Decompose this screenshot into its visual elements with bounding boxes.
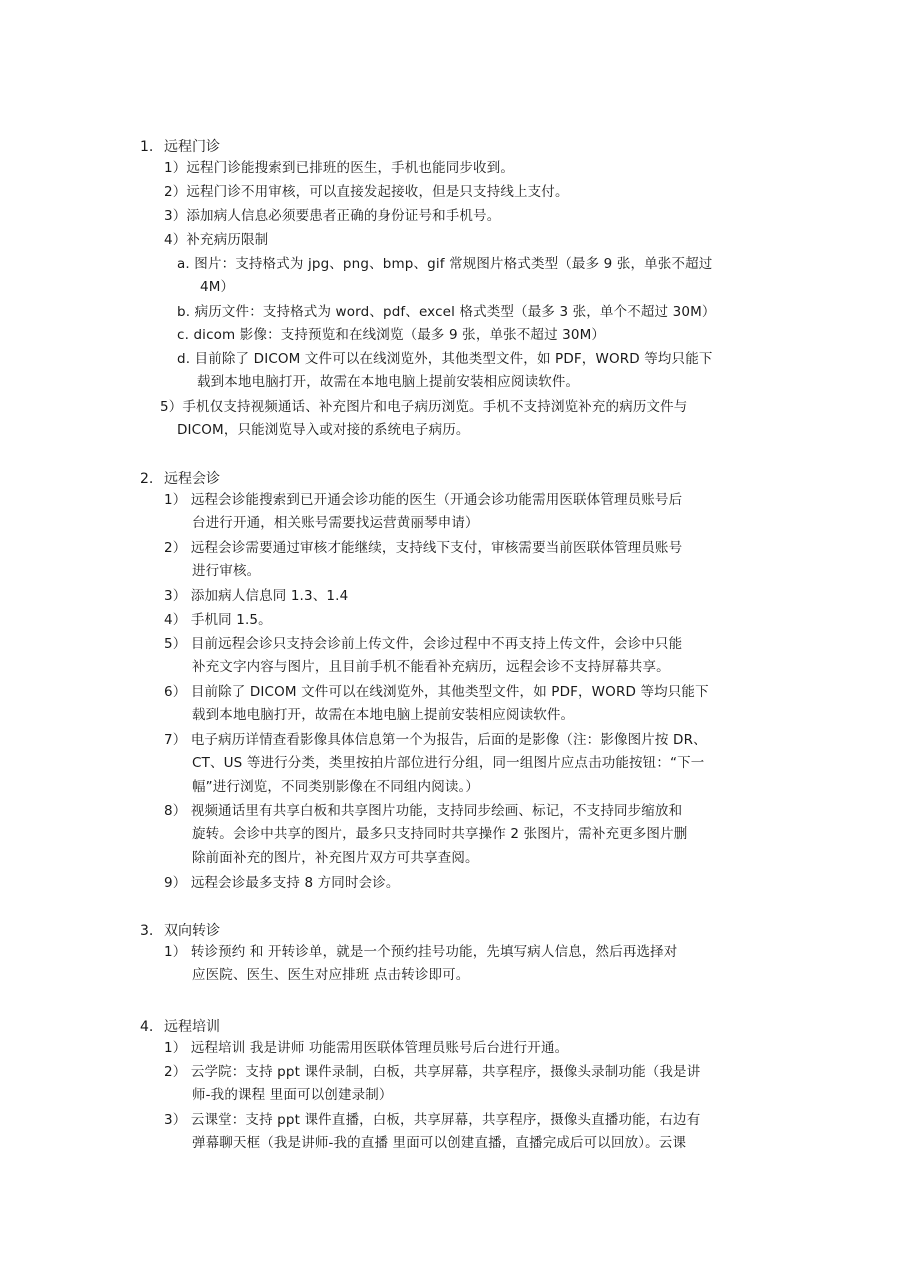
paragraph-line: c. dicom 影像：支持预览和在线浏览（最多 9 张，单张不超过 30M） xyxy=(177,327,606,343)
paragraph-line: 台进行开通，相关账号需要找运营黄丽琴申请） xyxy=(192,515,479,531)
paragraph-line: CT、US 等进行分类，类里按拍片部位进行分组，同一组图片应点击功能按钮：“下一 xyxy=(192,755,705,771)
paragraph-line: 9） 远程会诊最多支持 8 方同时会诊。 xyxy=(164,875,400,891)
paragraph-line: 幅”进行浏览，不同类别影像在不同组内阅读。） xyxy=(192,779,480,795)
paragraph-line: 2） 云学院：支持 ppt 课件录制，白板，共享屏幕，共享程序，摄像头录制功能（我是讲 xyxy=(164,1064,701,1080)
paragraph-line: a. 图片：支持格式为 jpg、png、bmp、gif 常规图片格式类型（最多 9 张，单张不超过 xyxy=(177,256,713,272)
paragraph-line: 旋转。会诊中共享的图片，最多只支持同时共享操作 2 张图片，需补充更多图片删 xyxy=(192,826,688,842)
paragraph-line: 应医院、医生、医生对应排班 点击转诊即可。 xyxy=(192,967,470,983)
paragraph-line: 1） 转诊预约 和 开转诊单，就是一个预约挂号功能，先填写病人信息，然后再选择对 xyxy=(164,944,678,960)
section-title: 远程门诊 xyxy=(164,139,220,155)
paragraph-line: 2）远程门诊不用审核，可以直接发起接收，但是只支持线上支付。 xyxy=(164,184,569,200)
paragraph-line: 4） 手机同 1.5。 xyxy=(164,612,272,628)
section-heading-1 xyxy=(140,136,220,156)
paragraph-line: 5） 目前远程会诊只支持会诊前上传文件，会诊过程中不再支持上传文件，会诊中只能 xyxy=(164,636,683,652)
paragraph-line: 1） 远程培训 我是讲师 功能需用医联体管理员账号后台进行开通。 xyxy=(164,1040,569,1056)
section-number: 3. xyxy=(140,923,154,939)
section-title: 双向转诊 xyxy=(164,923,220,939)
paragraph-line: 师-我的课程 里面可以创建录制） xyxy=(192,1087,393,1103)
paragraph-line: 进行审核。 xyxy=(192,563,261,579)
section-number: 4. xyxy=(140,1019,154,1035)
paragraph-line: 2） 远程会诊需要通过审核才能继续，支持线下支付，审核需要当前医联体管理员账号 xyxy=(164,540,683,556)
paragraph-line: 3）添加病人信息必须要患者正确的身份证号和手机号。 xyxy=(164,208,501,224)
section-number: 2. xyxy=(140,471,154,487)
paragraph-line: 3） 云课堂：支持 ppt 课件直播，白板，共享屏幕，共享程序，摄像头直播功能，右边有 xyxy=(164,1112,701,1128)
section-heading-2 xyxy=(140,468,220,488)
section-heading-3 xyxy=(140,920,220,940)
paragraph-line: 补充文字内容与图片，且目前手机不能看补充病历，远程会诊不支持屏幕共享。 xyxy=(192,659,670,675)
paragraph-line: 载到本地电脑打开，故需在本地电脑上提前安装相应阅读软件。 xyxy=(192,707,575,723)
paragraph-line: 7） 电子病历详情查看影像具体信息第一个为报告，后面的是影像（注：影像图片按 DR、 xyxy=(164,732,707,748)
paragraph-line: 载到本地电脑打开，故需在本地电脑上提前安装相应阅读软件。 xyxy=(197,374,580,390)
paragraph-line: DICOM，只能浏览导入或对接的系统电子病历。 xyxy=(177,422,470,438)
paragraph-line: 1）远程门诊能搜索到已排班的医生，手机也能同步收到。 xyxy=(164,160,514,176)
paragraph-line: 3） 添加病人信息同 1.3、1.4 xyxy=(164,588,349,604)
paragraph-line: 6） 目前除了 DICOM 文件可以在线浏览外，其他类型文件，如 PDF，WORD 等均只能下 xyxy=(164,684,709,700)
paragraph-line: 5）手机仅支持视频通话、补充图片和电子病历浏览。手机不支持浏览补充的病历文件与 xyxy=(160,399,688,415)
paragraph-line: 除前面补充的图片，补充图片双方可共享查阅。 xyxy=(192,850,479,866)
paragraph-line: b. 病历文件：支持格式为 word、pdf、excel 格式类型（最多 3 张，单个不超过 30M） xyxy=(177,304,716,320)
paragraph-line: 4）补充病历限制 xyxy=(164,232,269,248)
paragraph-line: 1） 远程会诊能搜索到已开通会诊功能的医生（开通会诊功能需用医联体管理员账号后 xyxy=(164,492,683,508)
paragraph-line: 8） 视频通话里有共享白板和共享图片功能，支持同步绘画、标记，不支持同步缩放和 xyxy=(164,803,683,819)
section-heading-4 xyxy=(140,1016,220,1036)
paragraph-line: d. 目前除了 DICOM 文件可以在线浏览外，其他类型文件，如 PDF，WORD 等均只能下 xyxy=(177,351,713,367)
paragraph-line: 弹幕聊天框（我是讲师-我的直播 里面可以创建直播，直播完成后可以回放）。云课 xyxy=(192,1135,687,1151)
section-title: 远程培训 xyxy=(164,1019,220,1035)
section-number: 1. xyxy=(140,139,154,155)
paragraph-line: 4M） xyxy=(200,279,235,295)
section-title: 远程会诊 xyxy=(164,471,220,487)
